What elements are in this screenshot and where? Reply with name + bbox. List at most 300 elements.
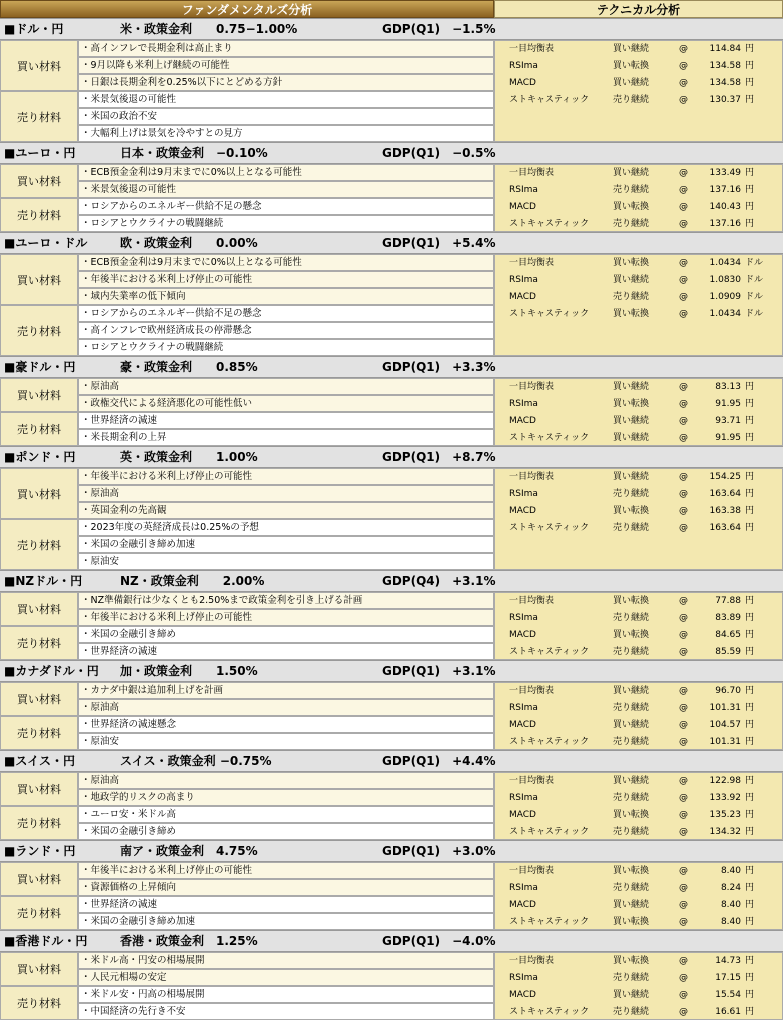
at-sign: @ [679, 258, 688, 268]
indicator-name: RSIma [509, 275, 538, 285]
sell-factor: ・世界経済の減速 [78, 643, 494, 660]
sell-label: 売り材料 [0, 91, 78, 142]
price-level: 101.31 [709, 737, 741, 747]
price-unit: 円 [745, 219, 755, 229]
technical-row [495, 199, 782, 216]
pair-header [0, 660, 783, 682]
buy-factor: ・年後半における米利上げ停止の可能性 [78, 468, 494, 485]
price-unit: 円 [745, 382, 755, 392]
gdp-value: GDP(Q1) −0.5% [382, 146, 496, 160]
price-unit: 円 [745, 596, 755, 606]
at-sign: @ [679, 866, 688, 876]
price-unit: 円 [745, 61, 755, 71]
sell-factor: ・ユーロ安・米ドル高 [78, 806, 494, 823]
price-unit: ドル [745, 292, 764, 302]
price-unit: 円 [745, 827, 755, 837]
signal: 買い継続 [613, 168, 650, 178]
at-sign: @ [679, 219, 688, 229]
at-sign: @ [679, 416, 688, 426]
price-unit: ドル [745, 275, 764, 285]
price-level: 8.40 [720, 917, 741, 927]
technical-row [495, 734, 782, 751]
signal: 買い継続 [613, 472, 650, 482]
indicator-name: MACD [509, 810, 536, 820]
price-level: 17.15 [715, 973, 741, 983]
price-level: 1.0909 [709, 292, 741, 302]
technical-header: テクニカル分析 [494, 0, 783, 18]
pair-name: ■カナダドル・円 [4, 664, 99, 678]
pair-name: ■豪ドル・円 [4, 360, 76, 374]
at-sign: @ [679, 900, 688, 910]
price-unit: 円 [745, 793, 755, 803]
technical-row [495, 880, 782, 897]
technical-row [495, 1004, 782, 1021]
at-sign: @ [679, 202, 688, 212]
technical-row [495, 255, 782, 272]
indicator-name: RSIma [509, 793, 538, 803]
price-unit: 円 [745, 168, 755, 178]
signal: 買い転換 [613, 630, 650, 640]
indicator-name: MACD [509, 720, 536, 730]
sell-factor: ・原油安 [78, 733, 494, 750]
indicator-name: RSIma [509, 613, 538, 623]
at-sign: @ [679, 275, 688, 285]
signal: 売り継続 [613, 647, 650, 657]
sell-factor: ・米景気後退の可能性 [78, 91, 494, 108]
technical-panel [494, 952, 783, 1020]
price-level: 163.64 [709, 523, 741, 533]
technical-row [495, 897, 782, 914]
technical-row [495, 644, 782, 661]
price-level: 91.95 [715, 433, 741, 443]
signal: 買い転換 [613, 61, 650, 71]
pair-name: ■ユーロ・円 [4, 146, 76, 160]
at-sign: @ [679, 737, 688, 747]
technical-row [495, 216, 782, 233]
at-sign: @ [679, 168, 688, 178]
price-unit: 円 [745, 506, 755, 516]
signal: 買い転換 [613, 956, 650, 966]
indicator-name: RSIma [509, 973, 538, 983]
signal: 買い継続 [613, 382, 650, 392]
buy-factor: ・日銀は長期金利を0.25%以下にとどめる方針 [78, 74, 494, 91]
price-unit: ドル [745, 309, 764, 319]
price-level: 16.61 [715, 1007, 741, 1017]
at-sign: @ [679, 472, 688, 482]
price-unit: 円 [745, 523, 755, 533]
buy-factor: ・政権交代による経済悪化の可能性低い [78, 395, 494, 412]
price-level: 1.0434 [709, 258, 741, 268]
buy-label: 買い材料 [0, 468, 78, 519]
sell-factor: ・世界経済の減速 [78, 412, 494, 429]
at-sign: @ [679, 647, 688, 657]
price-level: 96.70 [715, 686, 741, 696]
technical-row [495, 41, 782, 58]
indicator-name: 一目均衡表 [509, 956, 555, 966]
at-sign: @ [679, 630, 688, 640]
technical-row [495, 970, 782, 987]
price-level: 14.73 [715, 956, 741, 966]
indicator-name: MACD [509, 630, 536, 640]
pair-header [0, 930, 783, 952]
technical-row [495, 953, 782, 970]
pair-name: ■ユーロ・ドル [4, 236, 88, 250]
technical-row [495, 987, 782, 1004]
indicator-name: 一目均衡表 [509, 686, 555, 696]
sell-factor: ・ロシアとウクライナの戦闘継続 [78, 215, 494, 232]
signal: 買い転換 [613, 506, 650, 516]
sell-label: 売り材料 [0, 716, 78, 750]
price-level: 8.40 [720, 900, 741, 910]
indicator-name: 一目均衡表 [509, 168, 555, 178]
buy-factor: ・米景気後退の可能性 [78, 181, 494, 198]
price-unit: 円 [745, 883, 755, 893]
at-sign: @ [679, 613, 688, 623]
price-level: 91.95 [715, 399, 741, 409]
technical-panel [494, 682, 783, 750]
signal: 売り継続 [613, 827, 650, 837]
at-sign: @ [679, 185, 688, 195]
technical-row [495, 824, 782, 841]
price-level: 1.0434 [709, 309, 741, 319]
at-sign: @ [679, 506, 688, 516]
sell-label: 売り材料 [0, 519, 78, 570]
technical-row [495, 773, 782, 790]
sell-factor: ・大幅利上げは景気を冷やすとの見方 [78, 125, 494, 142]
policy-rate: 英・政策金利 1.00% [120, 450, 258, 464]
buy-factor: ・米ドル高・円安の相場展開 [78, 952, 494, 969]
pair-header [0, 18, 783, 40]
signal: 買い転換 [613, 810, 650, 820]
price-level: 130.37 [709, 95, 741, 105]
indicator-name: 一目均衡表 [509, 258, 555, 268]
at-sign: @ [679, 686, 688, 696]
technical-panel [494, 378, 783, 446]
buy-factor: ・ECB預金金利は9月末までに0%以上となる可能性 [78, 164, 494, 181]
price-level: 137.16 [709, 185, 741, 195]
at-sign: @ [679, 399, 688, 409]
sell-factor: ・中国経済の先行き不安 [78, 1003, 494, 1020]
sell-factor: ・高インフレで欧州経済成長の停滞懸念 [78, 322, 494, 339]
at-sign: @ [679, 489, 688, 499]
price-level: 133.49 [709, 168, 741, 178]
price-level: 163.64 [709, 489, 741, 499]
gdp-value: GDP(Q1) +3.1% [382, 664, 496, 678]
signal: 買い継続 [613, 78, 650, 88]
price-unit: 円 [745, 956, 755, 966]
technical-row [495, 520, 782, 537]
sell-label: 売り材料 [0, 806, 78, 840]
at-sign: @ [679, 95, 688, 105]
at-sign: @ [679, 309, 688, 319]
price-unit: 円 [745, 720, 755, 730]
gdp-value: GDP(Q1) +3.0% [382, 844, 496, 858]
price-unit: 円 [745, 900, 755, 910]
buy-factor: ・域内失業率の低下傾向 [78, 288, 494, 305]
gdp-value: GDP(Q1) +5.4% [382, 236, 496, 250]
sell-factor: ・米国の金融引き締め [78, 626, 494, 643]
indicator-name: 一目均衡表 [509, 596, 555, 606]
technical-row [495, 914, 782, 931]
sell-label: 売り材料 [0, 986, 78, 1020]
technical-row [495, 165, 782, 182]
policy-rate: 欧・政策金利 0.00% [120, 236, 258, 250]
technical-row [495, 700, 782, 717]
sell-factor: ・米長期金利の上昇 [78, 429, 494, 446]
technical-row [495, 717, 782, 734]
price-unit: 円 [745, 44, 755, 54]
price-level: 163.38 [709, 506, 741, 516]
signal: 買い転換 [613, 917, 650, 927]
technical-row [495, 289, 782, 306]
price-unit: 円 [745, 1007, 755, 1017]
at-sign: @ [679, 810, 688, 820]
pair-header [0, 142, 783, 164]
policy-rate: 日本・政策金利 −0.10% [120, 146, 268, 160]
gdp-value: GDP(Q1) +8.7% [382, 450, 496, 464]
buy-factor: ・人民元相場の安定 [78, 969, 494, 986]
technical-panel [494, 40, 783, 142]
signal: 買い継続 [613, 686, 650, 696]
price-unit: 円 [745, 703, 755, 713]
price-level: 134.58 [709, 61, 741, 71]
indicator-name: ストキャスティック [509, 827, 590, 837]
price-unit: 円 [745, 973, 755, 983]
at-sign: @ [679, 793, 688, 803]
technical-row [495, 683, 782, 700]
price-level: 114.84 [709, 44, 741, 54]
pair-header [0, 750, 783, 772]
price-level: 84.65 [715, 630, 741, 640]
sell-label: 売り材料 [0, 305, 78, 356]
signal: 買い転換 [613, 866, 650, 876]
at-sign: @ [679, 956, 688, 966]
technical-row [495, 272, 782, 289]
pair-name: ■NZドル・円 [4, 574, 83, 588]
at-sign: @ [679, 78, 688, 88]
indicator-name: 一目均衡表 [509, 44, 555, 54]
pair-header [0, 446, 783, 468]
pair-name: ■香港ドル・円 [4, 934, 88, 948]
signal: 買い継続 [613, 44, 650, 54]
signal: 売り継続 [613, 95, 650, 105]
price-level: 83.89 [715, 613, 741, 623]
signal: 買い継続 [613, 433, 650, 443]
at-sign: @ [679, 827, 688, 837]
sell-factor: ・米ドル安・円高の相場展開 [78, 986, 494, 1003]
price-unit: 円 [745, 613, 755, 623]
price-level: 104.57 [709, 720, 741, 730]
signal: 売り継続 [613, 613, 650, 623]
indicator-name: MACD [509, 506, 536, 516]
gdp-value: GDP(Q1) +3.3% [382, 360, 496, 374]
policy-rate: 香港・政策金利 1.25% [120, 934, 258, 948]
price-unit: 円 [745, 202, 755, 212]
price-level: 122.98 [709, 776, 741, 786]
buy-label: 買い材料 [0, 254, 78, 305]
signal: 売り継続 [613, 523, 650, 533]
pair-header [0, 232, 783, 254]
at-sign: @ [679, 917, 688, 927]
indicator-name: 一目均衡表 [509, 866, 555, 876]
sell-factor: ・ロシアからのエネルギー供給不足の懸念 [78, 198, 494, 215]
signal: 買い継続 [613, 990, 650, 1000]
signal: 買い継続 [613, 900, 650, 910]
price-unit: 円 [745, 686, 755, 696]
sell-label: 売り材料 [0, 896, 78, 930]
gdp-value: GDP(Q1) −1.5% [382, 22, 496, 36]
pair-header [0, 356, 783, 378]
buy-factor: ・年後半における米利上げ停止の可能性 [78, 271, 494, 288]
indicator-name: ストキャスティック [509, 737, 590, 747]
buy-label: 買い材料 [0, 592, 78, 626]
price-level: 133.92 [709, 793, 741, 803]
technical-row [495, 306, 782, 323]
indicator-name: ストキャスティック [509, 917, 590, 927]
price-unit: 円 [745, 433, 755, 443]
sell-factor: ・世界経済の減速懸念 [78, 716, 494, 733]
buy-factor: ・原油高 [78, 485, 494, 502]
buy-label: 買い材料 [0, 952, 78, 986]
indicator-name: 一目均衡表 [509, 776, 555, 786]
buy-factor: ・地政学的リスクの高まり [78, 789, 494, 806]
signal: 売り継続 [613, 973, 650, 983]
price-unit: 円 [745, 810, 755, 820]
indicator-name: ストキャスティック [509, 1007, 590, 1017]
technical-row [495, 807, 782, 824]
policy-rate: 加・政策金利 1.50% [120, 664, 258, 678]
indicator-name: ストキャスティック [509, 647, 590, 657]
indicator-name: ストキャスティック [509, 433, 590, 443]
sell-label: 売り材料 [0, 626, 78, 660]
buy-label: 買い材料 [0, 682, 78, 716]
technical-panel [494, 468, 783, 570]
technical-row [495, 92, 782, 109]
sell-factor: ・2023年度の英経済成長は0.25%の予想 [78, 519, 494, 536]
price-unit: 円 [745, 917, 755, 927]
price-level: 77.88 [715, 596, 741, 606]
fundamental-header: ファンダメンタルズ分析 [0, 0, 494, 18]
indicator-name: MACD [509, 292, 536, 302]
sell-factor: ・世界経済の減速 [78, 896, 494, 913]
price-unit: 円 [745, 185, 755, 195]
buy-factor: ・資源価格の上昇傾向 [78, 879, 494, 896]
pair-name: ■ポンド・円 [4, 450, 76, 464]
signal: 売り継続 [613, 185, 650, 195]
at-sign: @ [679, 883, 688, 893]
buy-factor: ・ECB預金金利は9月末までに0%以上となる可能性 [78, 254, 494, 271]
indicator-name: RSIma [509, 883, 538, 893]
indicator-name: ストキャスティック [509, 309, 590, 319]
price-level: 8.24 [720, 883, 741, 893]
technical-panel [494, 772, 783, 840]
indicator-name: MACD [509, 900, 536, 910]
price-unit: ドル [745, 258, 764, 268]
price-unit: 円 [745, 416, 755, 426]
policy-rate: スイス・政策金利 −0.75% [120, 754, 272, 768]
signal: 買い転換 [613, 309, 650, 319]
signal: 買い転換 [613, 596, 650, 606]
price-level: 101.31 [709, 703, 741, 713]
sell-factor: ・米国の金融引き締め加速 [78, 913, 494, 930]
buy-factor: ・カナダ中銀は追加利上げを計画 [78, 682, 494, 699]
technical-panel [494, 592, 783, 660]
price-unit: 円 [745, 489, 755, 499]
technical-row [495, 593, 782, 610]
price-level: 15.54 [715, 990, 741, 1000]
technical-row [495, 396, 782, 413]
technical-row [495, 469, 782, 486]
signal: 買い転換 [613, 202, 650, 212]
signal: 売り継続 [613, 793, 650, 803]
buy-factor: ・原油高 [78, 699, 494, 716]
buy-factor: ・高インフレで長期金利は高止まり [78, 40, 494, 57]
price-unit: 円 [745, 737, 755, 747]
sell-label: 売り材料 [0, 412, 78, 446]
price-level: 140.43 [709, 202, 741, 212]
sell-factor: ・原油安 [78, 553, 494, 570]
at-sign: @ [679, 382, 688, 392]
price-level: 134.32 [709, 827, 741, 837]
price-level: 1.0830 [709, 275, 741, 285]
price-unit: 円 [745, 647, 755, 657]
at-sign: @ [679, 523, 688, 533]
technical-row [495, 863, 782, 880]
technical-row [495, 75, 782, 92]
at-sign: @ [679, 973, 688, 983]
buy-factor: ・原油高 [78, 772, 494, 789]
pair-name: ■スイス・円 [4, 754, 75, 768]
price-unit: 円 [745, 866, 755, 876]
buy-label: 買い材料 [0, 772, 78, 806]
signal: 買い継続 [613, 275, 650, 285]
at-sign: @ [679, 61, 688, 71]
indicator-name: ストキャスティック [509, 523, 590, 533]
signal: 売り継続 [613, 737, 650, 747]
gdp-value: GDP(Q1) +4.4% [382, 754, 496, 768]
buy-factor: ・英国金利の先高観 [78, 502, 494, 519]
indicator-name: MACD [509, 416, 536, 426]
at-sign: @ [679, 1007, 688, 1017]
technical-panel [494, 862, 783, 930]
technical-panel [494, 164, 783, 232]
policy-rate: 米・政策金利 0.75−1.00% [120, 22, 298, 36]
buy-factor: ・原油高 [78, 378, 494, 395]
indicator-name: RSIma [509, 399, 538, 409]
indicator-name: 一目均衡表 [509, 472, 555, 482]
technical-row [495, 503, 782, 520]
indicator-name: RSIma [509, 703, 538, 713]
technical-row [495, 182, 782, 199]
pair-name: ■ランド・円 [4, 844, 76, 858]
at-sign: @ [679, 703, 688, 713]
price-level: 8.40 [720, 866, 741, 876]
price-unit: 円 [745, 990, 755, 1000]
at-sign: @ [679, 292, 688, 302]
price-level: 134.58 [709, 78, 741, 88]
buy-factor: ・年後半における米利上げ停止の可能性 [78, 609, 494, 626]
gdp-value: GDP(Q1) −4.0% [382, 934, 496, 948]
technical-row [495, 430, 782, 447]
buy-label: 買い材料 [0, 862, 78, 896]
price-level: 83.13 [715, 382, 741, 392]
buy-label: 買い材料 [0, 40, 78, 91]
signal: 売り継続 [613, 489, 650, 499]
indicator-name: MACD [509, 990, 536, 1000]
price-unit: 円 [745, 78, 755, 88]
indicator-name: MACD [509, 202, 536, 212]
price-level: 135.23 [709, 810, 741, 820]
